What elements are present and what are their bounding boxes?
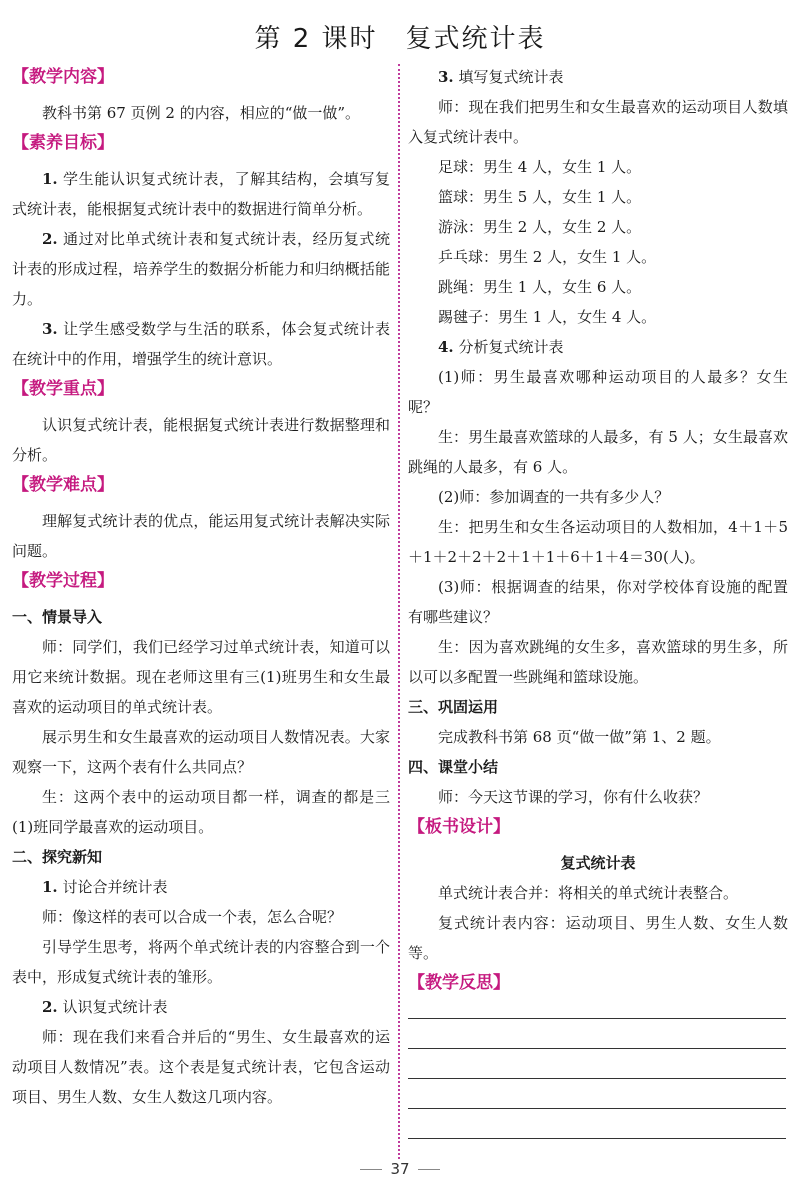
heading-key-points: 【教学重点】 (12, 379, 114, 399)
board-title: 复式统计表 (560, 854, 636, 872)
section-1-para-2: 展示男生和女生最喜欢的运动项目人数情况表。大家观察一下，这两个表有什么共同点？ (12, 728, 390, 776)
data-item: 踢毽子：男生 1 人，女生 4 人。 (438, 308, 657, 326)
lesson-label: 第 2 课时 (254, 24, 378, 54)
page-number-dash-right (418, 1169, 440, 1170)
board-line-1: 单式统计表合并：将相关的单式统计表整合。 (438, 884, 739, 902)
heading-process: 【教学过程】 (12, 571, 114, 591)
section-1-para-1: 师：同学们，我们已经学习过单式统计表，知道可以用它来统计数据。现在老师这里有三(1)班男生和女生最喜欢的运动项目的单式统计表。 (12, 638, 390, 716)
heading-board-design: 【板书设计】 (408, 817, 510, 837)
analysis-q3: (3)师：根据调查的结果，你对学校体育设施的配置有哪些建议？ (408, 578, 788, 626)
writing-line (408, 1048, 786, 1049)
writing-line (408, 1018, 786, 1019)
section-1-title: 一、情景导入 (12, 608, 103, 626)
section-4-title: 四、课堂小结 (408, 758, 499, 776)
teaching-content-text: 教科书第 67 页例 2 的内容，相应的“做一做”。 (42, 104, 361, 122)
step-2-text: 认识复式统计表 (57, 998, 168, 1016)
difficulties-text: 理解复式统计表的优点，能运用复式统计表解决实际问题。 (12, 512, 390, 560)
goal-1 (12, 164, 390, 224)
step-1-text: 讨论合并统计表 (57, 878, 168, 896)
heading-reflection: 【教学反思】 (408, 973, 510, 993)
step-3-number: 3. (438, 68, 454, 86)
analysis-q2: (2)师：参加调查的一共有多少人？ (438, 488, 670, 506)
reflection-writing-lines (408, 1018, 788, 1139)
data-item: 篮球：男生 5 人，女生 1 人。 (438, 188, 642, 206)
goal-3-number: 3. (42, 320, 58, 338)
section-4-para: 师：今天这节课的学习，你有什么收获？ (438, 788, 709, 806)
step-4-text: 分析复式统计表 (453, 338, 564, 356)
page-number (0, 1160, 800, 1178)
data-item: 游泳：男生 2 人，女生 2 人。 (438, 218, 642, 236)
goal-3-text: 让学生感受数学与生活的联系，体会复式统计表在统计中的作用，增强学生的统计意识。 (12, 320, 390, 368)
goal-2-text: 通过对比单式统计表和复式统计表，经历复式统计表的形成过程，培养学生的数据分析能力和归纳概括能力。 (12, 230, 390, 308)
left-column (12, 62, 390, 1112)
heading-teaching-content: 【教学内容】 (12, 67, 114, 87)
section-3-title: 三、巩固运用 (408, 698, 499, 716)
writing-line (408, 1078, 786, 1079)
fill-table-para: 师：现在我们把男生和女生最喜欢的运动项目人数填入复式统计表中。 (408, 98, 788, 146)
goal-3 (12, 314, 390, 374)
lesson-topic: 复式统计表 (405, 24, 546, 54)
section-2-para-1: 师：像这样的表可以合成一个表，怎么合呢？ (42, 908, 343, 926)
section-2-title: 二、探究新知 (12, 848, 103, 866)
column-divider (398, 64, 400, 1159)
data-item: 足球：男生 4 人，女生 1 人。 (438, 158, 642, 176)
data-item: 跳绳：男生 1 人，女生 6 人。 (438, 278, 642, 296)
analysis-a2: 生：把男生和女生各运动项目的人数相加，4＋1＋5＋1＋2＋2＋2＋1＋1＋6＋1＋4＝30(人)。 (408, 518, 788, 566)
section-2-step-3 (408, 62, 788, 92)
step-1-number: 1. (42, 878, 58, 896)
heading-difficulties: 【教学难点】 (12, 475, 114, 495)
page-number-dash-left (360, 1169, 382, 1170)
section-2-step-2 (12, 992, 390, 1022)
writing-line (408, 1138, 786, 1139)
section-2-para-2: 引导学生思考，将两个单式统计表的内容整合到一个表中，形成复式统计表的雏形。 (12, 938, 390, 986)
data-item: 乒乓球：男生 2 人，女生 1 人。 (438, 248, 657, 266)
writing-line (408, 1108, 786, 1109)
board-line-2: 复式统计表内容：运动项目、男生人数、女生人数等。 (408, 914, 788, 962)
section-2-para-3: 师：现在我们来看合并后的“男生、女生最喜欢的运动项目人数情况”表。这个表是复式统计表，它包含运动项目、男生人数、女生人数这几项内容。 (12, 1028, 390, 1106)
step-4-number: 4. (438, 338, 454, 356)
goal-2-number: 2. (42, 230, 58, 248)
analysis-a3: 生：因为喜欢跳绳的女生多，喜欢篮球的男生多，所以可以多配置一些跳绳和篮球设施。 (408, 638, 788, 686)
page-title (0, 18, 800, 55)
analysis-q1: (1)师：男生最喜欢哪种运动项目的人最多？女生呢？ (408, 368, 788, 416)
right-column (408, 62, 788, 1139)
section-2-step-1 (12, 872, 390, 902)
key-points-text: 认识复式统计表，能根据复式统计表进行数据整理和分析。 (12, 416, 390, 464)
section-3-para: 完成教科书第 68 页“做一做”第 1、2 题。 (438, 728, 721, 746)
section-2-step-4 (408, 332, 788, 362)
heading-goals: 【素养目标】 (12, 133, 114, 153)
section-1-para-3: 生：这两个表中的运动项目都一样，调查的都是三(1)班同学最喜欢的运动项目。 (12, 788, 390, 836)
step-2-number: 2. (42, 998, 58, 1016)
goal-1-text: 学生能认识复式统计表，了解其结构，会填写复式统计表，能根据复式统计表中的数据进行简单分析。 (12, 170, 390, 218)
step-3-text: 填写复式统计表 (453, 68, 564, 86)
goal-1-number: 1. (42, 170, 58, 188)
page-number-text: 37 (390, 1160, 410, 1178)
analysis-a1: 生：男生最喜欢篮球的人最多，有 5 人；女生最喜欢跳绳的人最多，有 6 人。 (408, 428, 788, 476)
goal-2 (12, 224, 390, 314)
